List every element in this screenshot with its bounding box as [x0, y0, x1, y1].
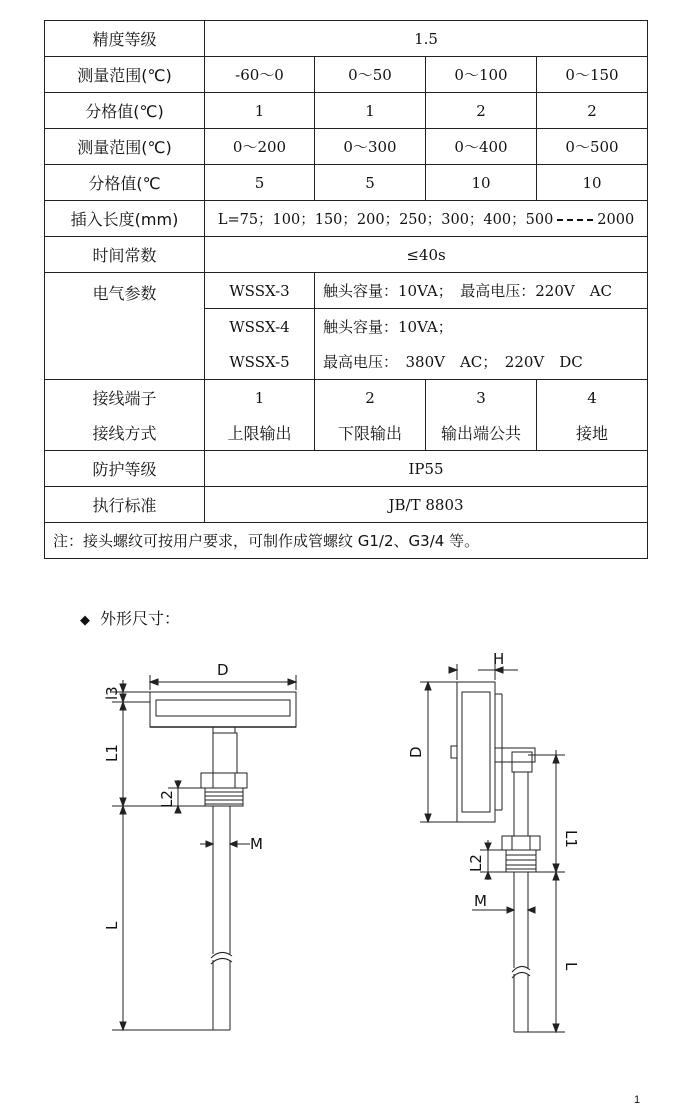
range1-value: -60～0 [205, 57, 315, 93]
right-label-l: L [562, 962, 580, 971]
electrical-model: WSSX-3 [205, 273, 315, 309]
row-insert-length [45, 201, 648, 237]
div2-label: 分格值(℃ [45, 165, 205, 201]
row-note [45, 523, 648, 559]
range1-value: 0～50 [315, 57, 426, 93]
div2-value: 5 [205, 165, 315, 201]
range1-value: 0～100 [426, 57, 537, 93]
div1-value: 1 [315, 93, 426, 129]
thread-joint [205, 788, 243, 806]
terminal-value: 3 [426, 380, 537, 416]
protection-label: 防护等级 [45, 451, 205, 487]
terminal-label: 接线端子 [45, 380, 205, 416]
electrical-desc: 最高电压： 380V AC； 220V DC [315, 344, 648, 380]
insert-length-list: L=75；100；150；200；250；300；400；500 [217, 212, 554, 228]
hex-nut-right [502, 836, 540, 850]
electrical-model: WSSX-4 [205, 309, 315, 345]
dial-case [150, 692, 296, 727]
row-electrical-1 [45, 273, 648, 309]
accuracy-label: 精度等级 [45, 21, 205, 57]
range2-label: 测量范围(℃) [45, 129, 205, 165]
range2-value: 0～500 [537, 129, 648, 165]
right-label-m: M [474, 892, 487, 910]
dimension-drawing [0, 640, 685, 1080]
wiring-value: 下限输出 [315, 415, 426, 451]
standard-value: JB/T 8803 [205, 487, 648, 523]
row-protection [45, 451, 648, 487]
div2-value: 10 [537, 165, 648, 201]
left-label-l1: L1 [103, 744, 121, 762]
electrical-model: WSSX-5 [205, 344, 315, 380]
dash-line [557, 219, 593, 221]
right-label-h: H [493, 650, 505, 668]
left-label-m: M [250, 835, 263, 853]
left-drawing [112, 675, 296, 1030]
range2-value: 0～400 [426, 129, 537, 165]
left-label-d: D [217, 661, 229, 679]
right-label-d: D [407, 746, 425, 758]
right-drawing [420, 664, 565, 1032]
terminal-value: 2 [315, 380, 426, 416]
row-terminal [45, 380, 648, 416]
diamond-bullet-icon: ◆ [80, 613, 90, 628]
page-number: 1 [634, 1094, 641, 1106]
right-label-l1: L1 [562, 830, 580, 848]
table-note: 注：接头螺纹可按用户要求，可制作成管螺纹 G1/2、G3/4 等。 [45, 523, 648, 559]
standard-label: 执行标准 [45, 487, 205, 523]
hex-nut [201, 773, 247, 788]
dial-body [457, 682, 495, 822]
row-wiring [45, 415, 648, 451]
div1-value: 2 [537, 93, 648, 129]
insert-length-value [205, 201, 648, 237]
protection-value: IP55 [205, 451, 648, 487]
range2-value: 0～200 [205, 129, 315, 165]
div2-value: 5 [315, 165, 426, 201]
wiring-value: 接地 [537, 415, 648, 451]
row-standard [45, 487, 648, 523]
range1-label: 测量范围(℃) [45, 57, 205, 93]
electrical-desc: 触头容量：10VA； 最高电压：220V AC [315, 273, 648, 309]
div1-label: 分格值(℃) [45, 93, 205, 129]
left-label-l3: l3 [103, 686, 121, 700]
row-accuracy [45, 21, 648, 57]
div1-value: 1 [205, 93, 315, 129]
accuracy-value: 1.5 [205, 21, 648, 57]
row-range-2 [45, 129, 648, 165]
insert-length-end: 2000 [597, 212, 635, 228]
terminal-value: 4 [537, 380, 648, 416]
row-div-1 [45, 93, 648, 129]
row-range-1 [45, 57, 648, 93]
insert-length-label: 插入长度(mm) [45, 201, 205, 237]
dial-window [156, 700, 290, 716]
section-title: 外形尺寸： [100, 609, 181, 628]
spec-table [44, 20, 648, 559]
range2-value: 0～300 [315, 129, 426, 165]
wiring-label: 接线方式 [45, 415, 205, 451]
right-label-l2: L2 [467, 854, 485, 872]
row-div-2 [45, 165, 648, 201]
electrical-desc: 触头容量：10VA； [315, 309, 648, 345]
div1-value: 2 [426, 93, 537, 129]
terminal-value: 1 [205, 380, 315, 416]
row-time-constant [45, 237, 648, 273]
electrical-label: 电气参数 [45, 273, 205, 380]
wiring-value: 上限输出 [205, 415, 315, 451]
range1-value: 0～150 [537, 57, 648, 93]
dial-socket [213, 727, 235, 733]
time-constant-value: ≤40s [205, 237, 648, 273]
div2-value: 10 [426, 165, 537, 201]
time-constant-label: 时间常数 [45, 237, 205, 273]
left-label-l: L [103, 921, 121, 930]
left-label-l2: L2 [158, 790, 176, 808]
section-heading [80, 606, 180, 629]
wiring-value: 输出端公共 [426, 415, 537, 451]
stem [213, 733, 237, 773]
